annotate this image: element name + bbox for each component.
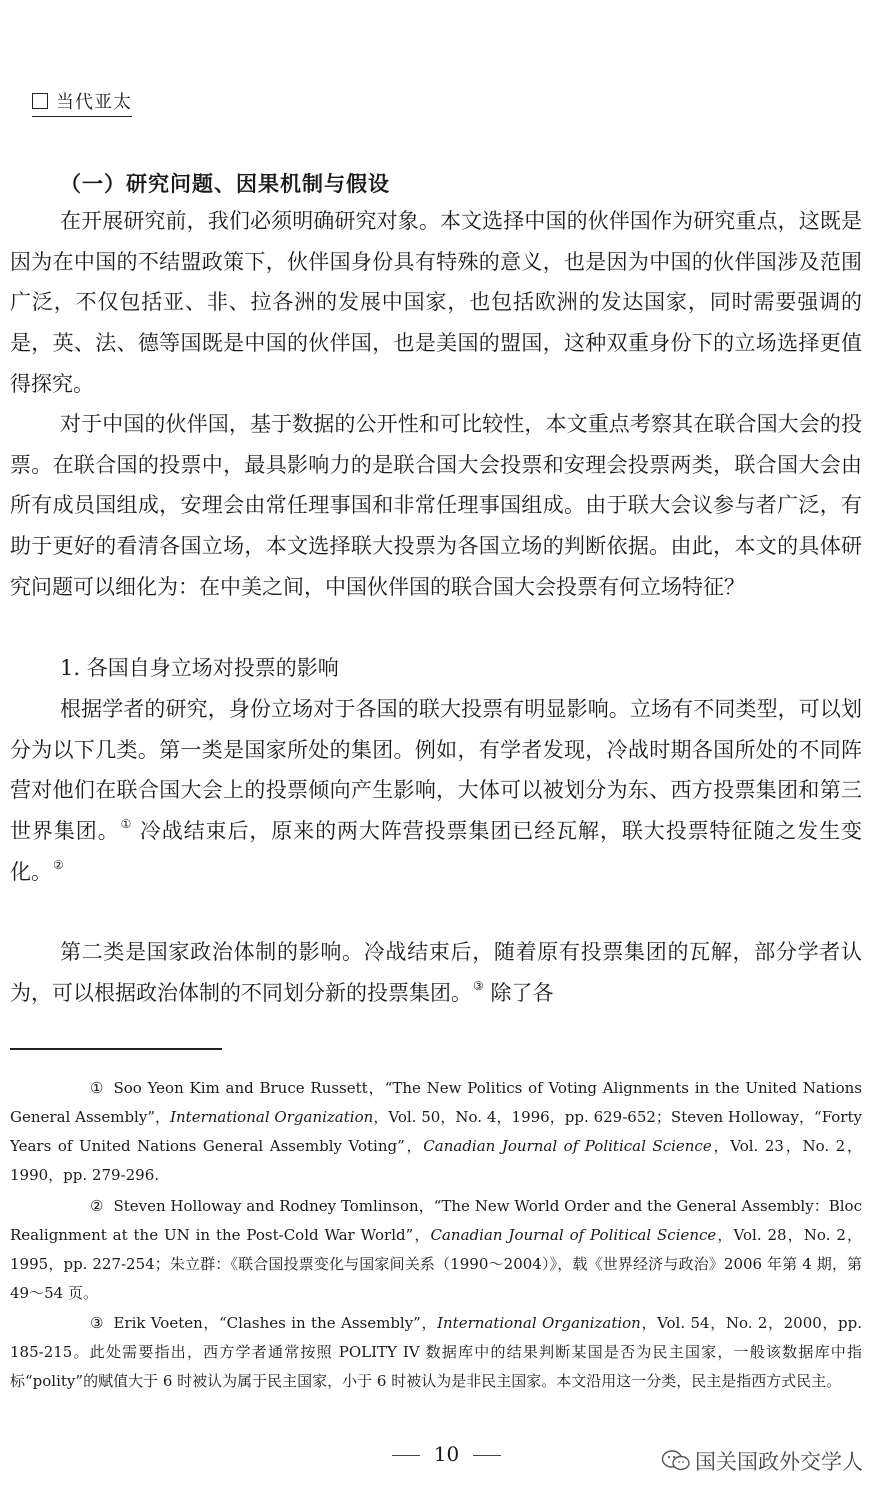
footnote-2 [10, 1192, 862, 1308]
footnote-1 [10, 1074, 862, 1190]
footnote-1-text-1: Soo Yeon Kim and Bruce Russett，“The New Politics of Voting Alignments in the United Nations General Assembly”， [10, 1079, 862, 1126]
footnote-1-text-2: ，Vol. 50，No. 4，1996，pp. 629-652；Steven Holloway，“Forty Years of United Nations General Assembly Voting”， [10, 1108, 862, 1155]
footnote-2-text-2: ，Vol. 28，No. 2，1995，pp. 227-254；朱立群：《联合国投票变化与国家间关系（1990～2004）》，载《世界经济与政治》2006 年第 4 期，第 49～54 页。 [10, 1226, 863, 1302]
footnote-2-journal-1: Canadian Journal of Political Science [430, 1226, 717, 1244]
paragraph-3-text-b: 冷战结束后，原来的两大阵营投票集团已经瓦解，联大投票特征随之发生变化。 [10, 819, 862, 884]
footnote-2-text-1: Steven Holloway and Rodney Tomlinson，“The New World Order and the General Assembly：Bloc Realignment at the UN in the Post-Cold War World”， [10, 1197, 862, 1244]
footnote-3-text-1: Erik Voeten，“Clashes in the Assembly”， [113, 1314, 438, 1332]
footnote-3-text-2: ，Vol. 54，No. 2，2000，pp. 185-215。此处需要指出，西方学者通常按照 POLITY IV 数据库中的结果判断某国是否为民主国家，一般该数据库中指标“polity”的赋值大于 6 时被认为属于民主国家，小于 6 时被认为是非民主国家。本文沿用这一分类，民主是指西方式民主。 [10, 1314, 863, 1390]
paragraph-3-text-a: 根据学者的研究，身份立场对于各国的联大投票有明显影响。立场有不同类型，可以划分为以下几类。第一类是国家所处的集团。例如，有学者发现，冷战时期各国所处的不同阵营对他们在联合国大会上的投票倾向产生影响，大体可以被划分为东、西方投票集团和第三世界集团。 [10, 697, 862, 844]
subheading: 1. 各国自身立场对投票的影响 [60, 656, 339, 680]
footnote-mark-3: ③ [90, 1314, 104, 1332]
journal-name: 当代亚太 [56, 92, 132, 113]
paragraph-1: 在开展研究前，我们必须明确研究对象。本文选择中国的伙伴国作为研究重点，这既是因为在中国的不结盟政策下，伙伴国身份具有特殊的意义，也是因为中国的伙伴国涉及范围广泛，不仅包括亚、非、拉各洲的发展中国家，也包括欧洲的发达国家，同时需要强调的是，英、法、德等国既是中国的伙伴国，也是美国的盟国，这种双重身份下的立场选择更值得探究。 [10, 209, 862, 396]
footnote-1-journal-1: International Organization [170, 1108, 374, 1126]
footnote-divider [10, 1048, 222, 1050]
paragraph-4-text-a: 第二类是国家政治体制的影响。冷战结束后，随着原有投票集团的瓦解，部分学者认为，可以根据政治体制的不同划分新的投票集团。 [10, 940, 862, 1005]
footnote-3 [10, 1309, 862, 1396]
page-dash-left [392, 1455, 420, 1456]
paragraph-4-text-b: 除了各 [483, 980, 554, 1005]
footnote-ref-1[interactable]: ① [120, 817, 133, 832]
page-number-value: 10 [433, 1442, 460, 1466]
footnote-3-journal-1: International Organization [437, 1314, 641, 1332]
square-icon [32, 93, 48, 109]
page-dash-right [473, 1455, 501, 1456]
watermark-text: 国关国政外交学人 [695, 1450, 863, 1474]
section-title: （一）研究问题、因果机制与假设 [60, 172, 390, 196]
footnote-ref-3[interactable]: ③ [473, 978, 484, 993]
paragraph-3 [10, 689, 862, 893]
footnote-1-text-3: ，Vol. 23，No. 2，1990，pp. 279-296. [10, 1137, 862, 1184]
running-header [32, 92, 132, 117]
wechat-icon [661, 1449, 691, 1478]
footnote-1-journal-2: Canadian Journal of Political Science [423, 1137, 712, 1155]
footnote-mark-1: ① [90, 1079, 104, 1097]
paragraph-2: 对于中国的伙伴国，基于数据的公开性和可比较性，本文重点考察其在联合国大会的投票。在联合国的投票中，最具影响力的是联合国大会投票和安理会投票两类，联合国大会由所有成员国组成，安理会由常任理事国和非常任理事国组成。由于联大会议参与者广泛，有助于更好的看清各国立场，本文选择联大投票为各国立场的判断依据。由此，本文的具体研究问题可以细化为：在中美之间，中国伙伴国的联合国大会投票有何立场特征？ [10, 412, 862, 599]
paragraph-4 [10, 932, 862, 1013]
footnote-ref-2[interactable]: ② [53, 857, 64, 872]
footnote-mark-2: ② [90, 1197, 104, 1215]
watermark [661, 1446, 863, 1478]
